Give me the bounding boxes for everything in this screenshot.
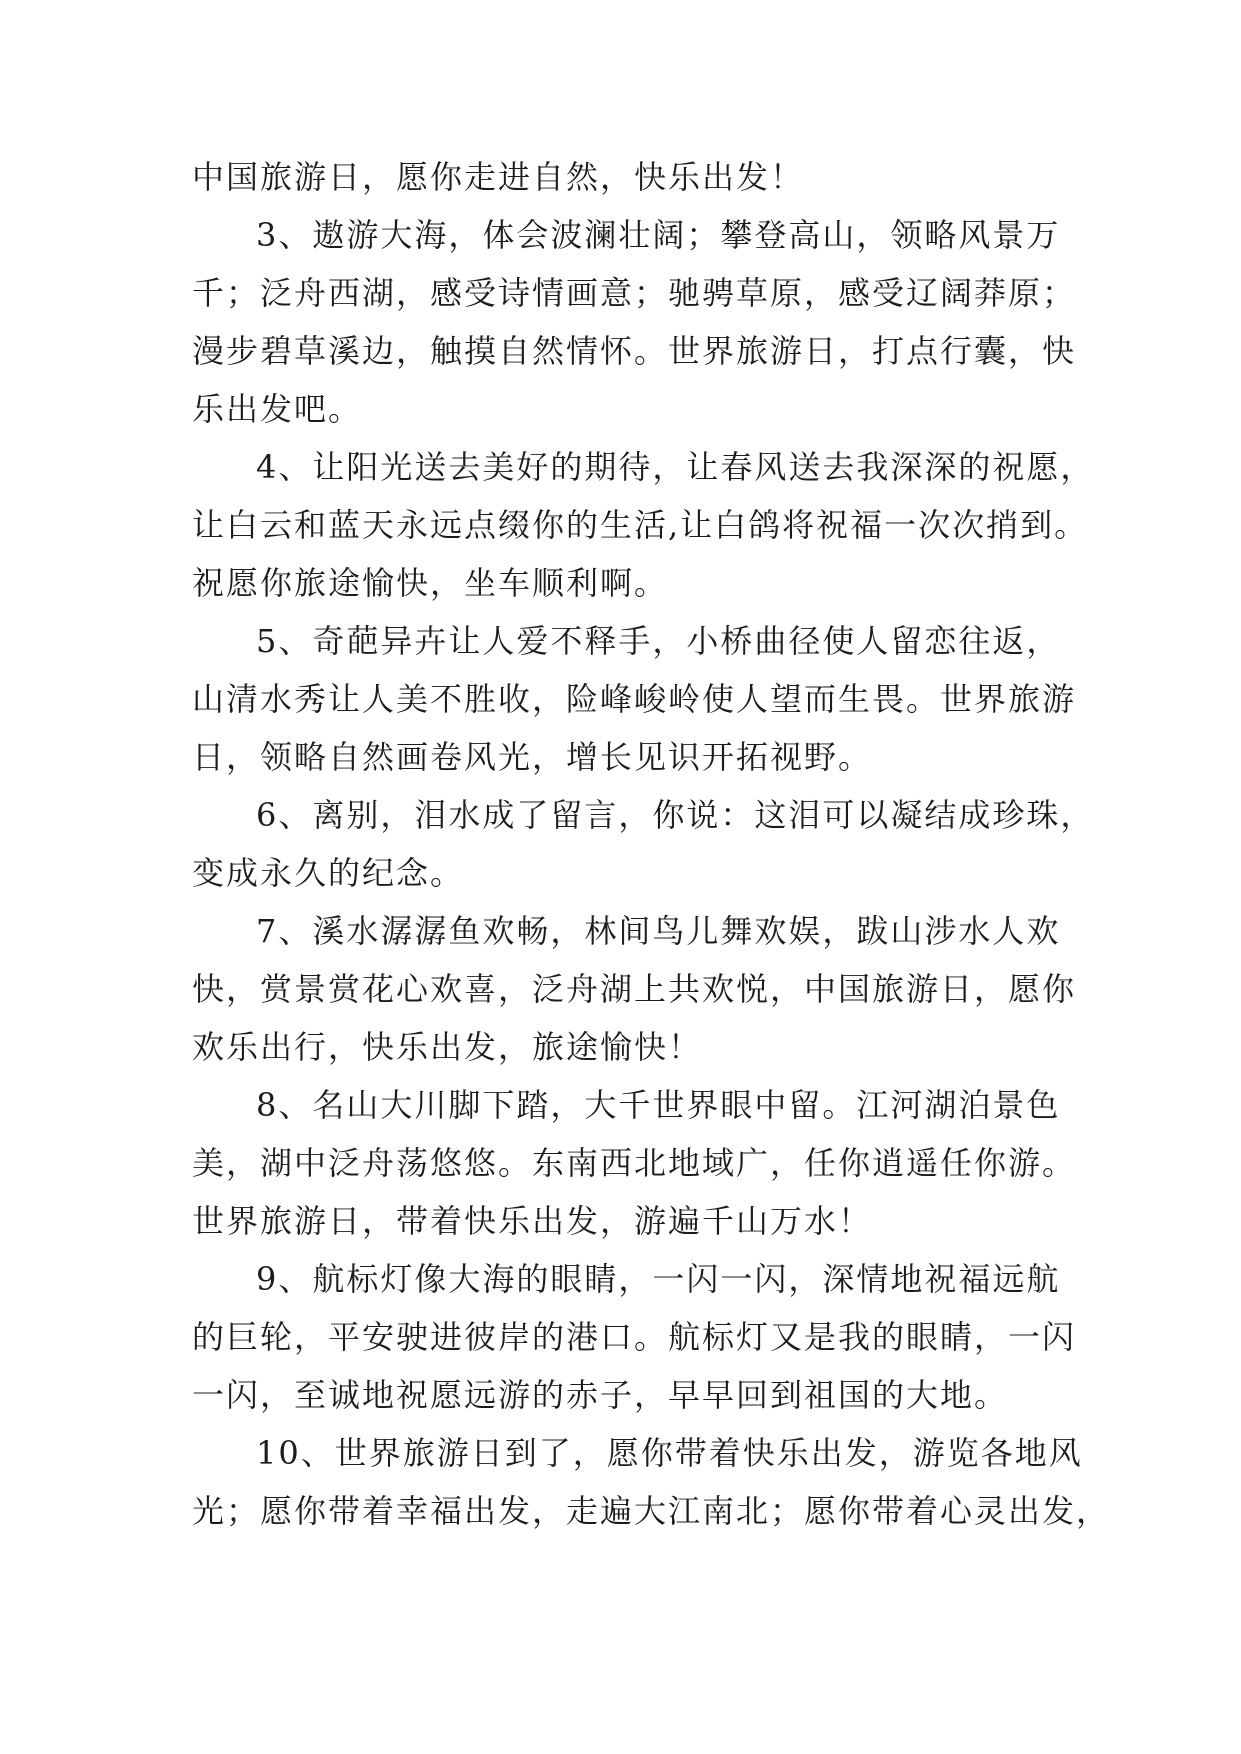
- paragraph-8: [192, 1076, 1077, 1250]
- text-line: 世界旅游日，带着快乐出发，游遍千山万水！: [192, 1202, 873, 1240]
- text-line: 欢乐出行，快乐出发，旅途愉快！: [192, 1028, 703, 1066]
- text-line: 5、奇葩异卉让人爱不释手，小桥曲径使人留恋往返，: [256, 622, 1061, 660]
- text-line: 8、名山大川脚下踏，大千世界眼中留。江河湖泊景色: [256, 1086, 1061, 1124]
- body-text: [192, 148, 1111, 1540]
- paragraph-3: [192, 206, 1077, 438]
- text-line: 日，领略自然画卷风光，增长见识开拓视野。: [192, 738, 873, 776]
- text-line: 漫步碧草溪边，触摸自然情怀。世界旅游日，打点行囊，快: [192, 332, 1077, 370]
- paragraph-4: [192, 438, 1095, 612]
- paragraph-6: [192, 786, 1095, 902]
- text-line: 让白云和蓝天永远点缀你的生活,让白鸽将祝福一次次捎到。: [192, 506, 1089, 544]
- text-line: 10、世界旅游日到了，愿你带着快乐出发，游览各地风: [256, 1434, 1083, 1472]
- text-line: 的巨轮，平安驶进彼岸的港口。航标灯又是我的眼睛，一闪: [192, 1318, 1077, 1356]
- text-line: 7、溪水潺潺鱼欢畅，林间鸟儿舞欢娱，跋山涉水人欢: [256, 912, 1061, 950]
- text-line: 千；泛舟西湖，感受诗情画意；驰骋草原，感受辽阔莽原；: [192, 274, 1077, 312]
- text-line: 4、让阳光送去美好的期待，让春风送去我深深的祝愿，: [256, 448, 1095, 486]
- text-line: 变成永久的纪念。: [192, 854, 465, 892]
- text-line: 中国旅游日，愿你走进自然，快乐出发！: [192, 158, 805, 196]
- text-line: 一闪，至诚地祝愿远游的赤子，早早回到祖国的大地。: [192, 1376, 1009, 1414]
- paragraph-5: [192, 612, 1077, 786]
- text-line: 乐出发吧。: [192, 390, 363, 428]
- text-line: 9、航标灯像大海的眼睛，一闪一闪，深情地祝福远航: [256, 1260, 1061, 1298]
- text-line: 6、离别，泪水成了留言，你说：这泪可以凝结成珍珠，: [256, 796, 1095, 834]
- text-line: 山清水秀让人美不胜收，险峰峻岭使人望而生畏。世界旅游: [192, 680, 1077, 718]
- text-line: 快，赏景赏花心欢喜，泛舟湖上共欢悦，中国旅游日，愿你: [192, 970, 1077, 1008]
- paragraph-9: [192, 1250, 1077, 1424]
- paragraph-10: [192, 1424, 1111, 1540]
- text-line: 3、遨游大海，体会波澜壮阔；攀登高山，领略风景万: [256, 216, 1061, 254]
- text-line: 美，湖中泛舟荡悠悠。东南西北地域广，任你逍遥任你游。: [192, 1144, 1077, 1182]
- paragraph-7: [192, 902, 1077, 1076]
- text-line: 光；愿你带着幸福出发，走遍大江南北；愿你带着心灵出发，: [192, 1492, 1111, 1530]
- text-line: 祝愿你旅途愉快，坐车顺利啊。: [192, 564, 669, 602]
- paragraph-continued: [192, 148, 1070, 206]
